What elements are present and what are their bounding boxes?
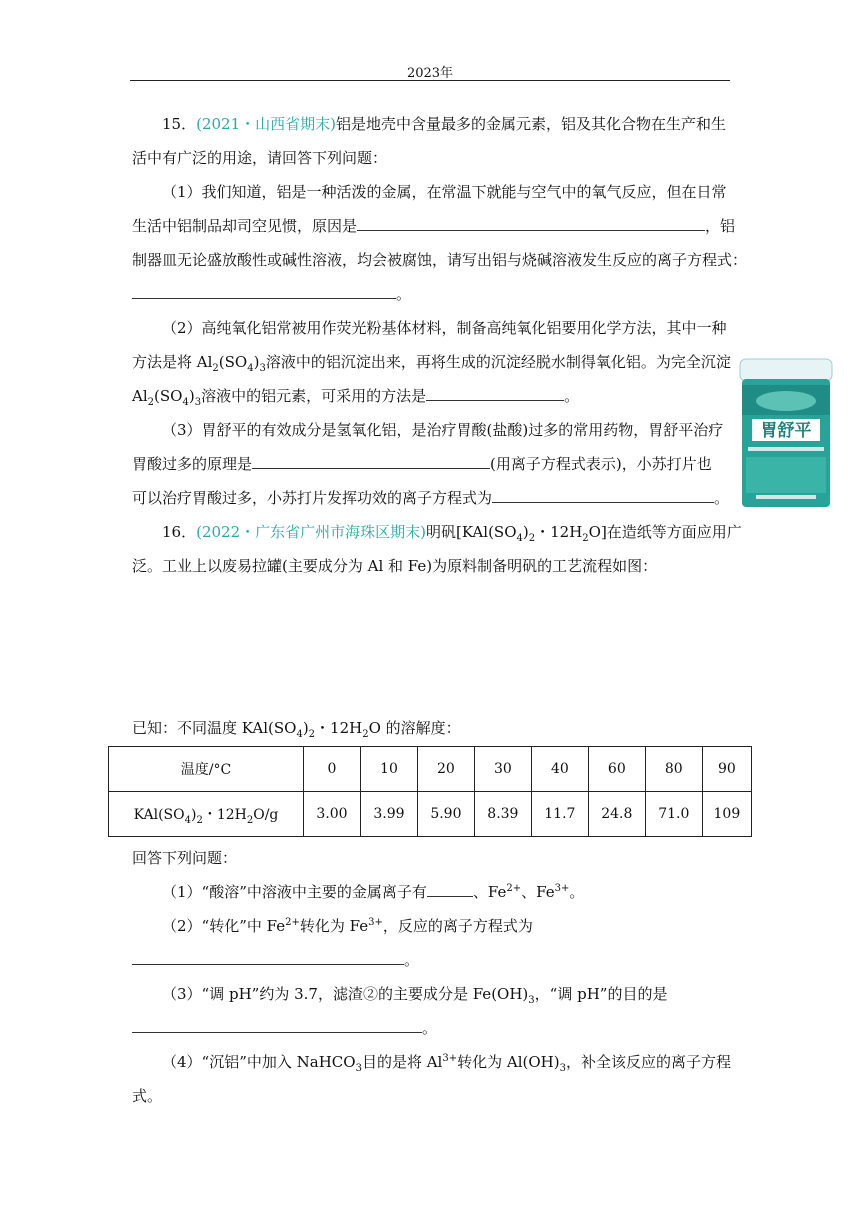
q16-stem-line-1: 16．(2022・广东省广州市海珠区期末)明矾[$KAl(SO_4)_2$・$12H_2O$]在造纸等方面应用广 bbox=[162, 523, 742, 544]
q15-part3-line-3: 可以治疗胃酸过多，小苏打片发挥功效的离子方程式为 。 bbox=[132, 489, 730, 507]
table-cell: 11.7 bbox=[531, 792, 588, 837]
table-cell: 71.0 bbox=[645, 792, 702, 837]
answer-blank[interactable] bbox=[427, 882, 473, 897]
table-cell: 24.8 bbox=[588, 792, 645, 837]
answer-blank[interactable] bbox=[252, 454, 490, 469]
table-row bbox=[109, 792, 752, 837]
q16-answer-intro: 回答下列问题： bbox=[132, 849, 238, 867]
table-cell: 90 bbox=[702, 747, 751, 792]
table-cell: 60 bbox=[588, 747, 645, 792]
q15-number: 15． bbox=[162, 115, 197, 133]
table-cell: 80 bbox=[645, 747, 702, 792]
q15-stem-line-1: 15．(2021・山西省期末)铝是地壳中含量最多的金属元素，铝及其化合物在生产和生 bbox=[162, 115, 726, 133]
q15-part1-line-1: （1）我们知道，铝是一种活泼的金属，在常温下就能与空气中的氧气反应，但在日常 bbox=[162, 183, 727, 201]
q15-part2-line-1: （2）高纯氧化铝常被用作荧光粉基体材料，制备高纯氧化铝要用化学方法，其中一种 bbox=[162, 319, 727, 337]
q16-sub2-line-1: （2）“转化”中 $Fe^{2+}$转化为 $Fe^{3+}$，反应的离子方程式为 bbox=[162, 917, 533, 935]
q15-stem-line-2: 活中有广泛的用途，请回答下列问题： bbox=[132, 149, 388, 167]
q16-sub3-line-1: （3）“调 pH”约为 3.7，滤渣②的主要成分是 $Fe(OH)_3$，“调 pH”的目的是 bbox=[162, 985, 668, 1006]
answer-blank[interactable] bbox=[132, 950, 404, 965]
header-rule bbox=[130, 80, 730, 81]
page-header-year: 2023年 bbox=[406, 66, 454, 81]
q16-source: (2022・广东省广州市海珠区期末) bbox=[196, 523, 426, 541]
q15-part3-line-1: （3）胃舒平的有效成分是氢氧化铝，是治疗胃酸(盐酸)过多的常用药物，胃舒平治疗 bbox=[162, 421, 724, 439]
q15-part3-line-2: 胃酸过多的原理是 (用离子方程式表示)，小苏打片也 bbox=[132, 455, 712, 473]
q15-part1-line-3: 制器皿无论盛放酸性或碱性溶液，均会被腐蚀，请写出铝与烧碱溶液发生反应的离子方程式： bbox=[132, 251, 748, 269]
q15-part2-line-2: 方法是将 $Al_2(SO_4)_3$溶液中的铝沉淀出来，再将生成的沉淀经脱水制得氧化铝。为完全沉淀 bbox=[132, 353, 731, 374]
q16-sub2-line-2: 。 bbox=[132, 950, 419, 970]
table-cell: 5.90 bbox=[417, 792, 474, 837]
table-cell: 109 bbox=[702, 792, 751, 837]
q16-number: 16． bbox=[162, 523, 197, 541]
table-header-temperature: 温度/°C bbox=[109, 747, 304, 792]
table-cell: 10 bbox=[360, 747, 417, 792]
q15-source: (2021・山西省期末) bbox=[196, 115, 336, 133]
q16-known-line: 已知：不同温度 $KAl(SO_4)_2$・$12H_2O$ 的溶解度： bbox=[132, 719, 461, 740]
q16-sub4-line-2: 式。 bbox=[132, 1087, 163, 1105]
answer-blank[interactable] bbox=[132, 1018, 422, 1033]
table-cell: 8.39 bbox=[474, 792, 531, 837]
table-cell: 30 bbox=[474, 747, 531, 792]
q15-part1-line-2: 生活中铝制品却司空见惯，原因是 ，铝 bbox=[132, 217, 736, 235]
medicine-bottle-image bbox=[738, 355, 834, 509]
table-cell: 40 bbox=[531, 747, 588, 792]
solubility-table bbox=[108, 746, 752, 837]
q16-sub1: （1）“酸溶”中溶液中主要的金属离子有 、$Fe^{2+}$、$Fe^{3+}$。 bbox=[162, 883, 585, 901]
table-cell: 3.00 bbox=[304, 792, 361, 837]
q15-part1-line-4: 。 bbox=[132, 284, 411, 304]
table-cell: 20 bbox=[417, 747, 474, 792]
table-header-solubility: $KAl(SO_4)_2$・$12H_2O/g$ bbox=[109, 792, 304, 837]
answer-blank[interactable] bbox=[132, 284, 396, 299]
answer-blank[interactable] bbox=[492, 488, 714, 503]
answer-blank[interactable] bbox=[426, 386, 564, 401]
answer-blank[interactable] bbox=[357, 216, 705, 231]
q16-sub3-line-2: 。 bbox=[132, 1018, 437, 1038]
bottle-label-text: 胃舒平 bbox=[760, 421, 812, 441]
q16-sub4-line-1: （4）“沉铝”中加入 NaHCO$_3$目的是将 $Al^{3+}$转化为 $Al(OH)_3$，补全该反应的离子方程 bbox=[162, 1053, 731, 1074]
table-cell: 3.99 bbox=[360, 792, 417, 837]
table-cell: 0 bbox=[304, 747, 361, 792]
q16-stem-line-2: 泛。工业上以废易拉罐(主要成分为 Al 和 Fe)为原料制备明矾的工艺流程如图： bbox=[132, 557, 658, 575]
table-row bbox=[109, 747, 752, 792]
q15-part2-line-3: $Al_2(SO_4)_3$溶液中的铝元素，可采用的方法是 。 bbox=[132, 387, 580, 408]
